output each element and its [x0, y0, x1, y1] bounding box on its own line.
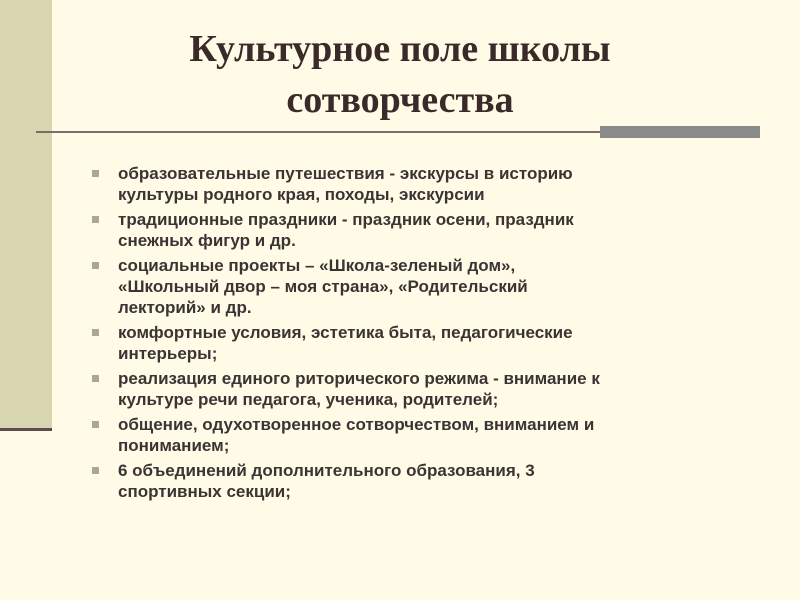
list-item-line: снежных фигур и др.: [118, 231, 296, 250]
list-item: [90, 255, 760, 318]
list-item: [90, 322, 760, 364]
list-item-line: традиционные праздники - праздник осени, праздник: [118, 210, 574, 229]
list-item-line: реализация единого риторического режима - внимание к: [118, 369, 600, 388]
title-line-2: сотворчества: [286, 79, 514, 121]
list-item-line: культуре речи педагога, ученика, родителей;: [118, 390, 499, 409]
list-item-line: образовательные путешествия - экскурсы в историю: [118, 164, 573, 183]
title-divider-accent: [600, 126, 760, 138]
list-item-line: социальные проекты – «Школа-зеленый дом»,: [118, 256, 516, 275]
square-bullet-icon: [92, 329, 99, 336]
left-decorative-band: [0, 0, 52, 428]
list-item: [90, 163, 760, 205]
square-bullet-icon: [92, 421, 99, 428]
square-bullet-icon: [92, 216, 99, 223]
list-item-line: культуры родного края, походы, экскурсии: [118, 185, 485, 204]
list-item: [90, 368, 760, 410]
square-bullet-icon: [92, 467, 99, 474]
square-bullet-icon: [92, 170, 99, 177]
list-item-line: комфортные условия, эстетика быта, педагогические: [118, 323, 573, 342]
square-bullet-icon: [92, 375, 99, 382]
list-item-line: «Школьный двор – моя страна», «Родительский: [118, 277, 528, 296]
list-item-line: 6 объединений дополнительного образования, 3: [118, 461, 535, 480]
left-band-underline: [0, 428, 52, 431]
list-item-line: интерьеры;: [118, 344, 218, 363]
list-item-line: спортивных секции;: [118, 482, 291, 501]
title-line-1: Культурное поле школы: [189, 28, 611, 70]
list-item: [90, 414, 760, 456]
list-item-line: лекторий» и др.: [118, 298, 252, 317]
list-item: [90, 209, 760, 251]
list-item-line: общение, одухотворенное сотворчеством, вниманием и: [118, 415, 595, 434]
list-item-line: пониманием;: [118, 436, 230, 455]
slide-title: [150, 24, 650, 126]
square-bullet-icon: [92, 262, 99, 269]
bullet-list: [90, 163, 760, 506]
list-item: [90, 460, 760, 502]
